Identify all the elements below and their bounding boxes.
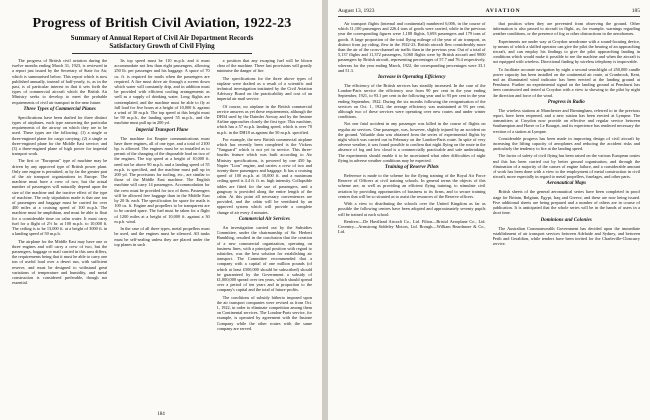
- paragraph: The specifications for the three above types of airplane were drafted as a result of a scientific and technical investigation instituted by the Civil Aviation Advisory Board on the practicability and cost of an imperial air mail service.: [216, 75, 312, 102]
- paragraph: The machine for Empire communications must have three engines, all of one type, and a total of 2100 hp. is allowed. The engines must be so installed as to permit of the changing of the disposable load on two of the engines. The top speed at a height of 10,000 ft. need not be above 90 m.p.h. and a landing speed of 55 m.p.h. is specified, and the machine must pull up in 200 yd. The provisions for tooling, etc., are similar to those of the Middle East machine. The English machine will carry 14 passengers. Accommodation for the crew must be provided for two of them. Passengers will be allowed free baggage than in the Middle East by 20 lb. each. The specification for space for mails is 100 cu. ft. Engine and propellers to be transparent are to be carried spare. The fuel must be taken for a flight of 1200 miles at a height of 10,000 ft. against a 30 m.p.h. wind.: [114, 135, 210, 224]
- paragraph: Air transport flights (internal and continental) numbered 6,006, in the course of which 11,100 passengers and 226.4 tons of goods were carried, while in the previous year the corresponding figures were 1,188 flights, 5,693 passengers and 179 tons of goods. A large proportion of the total flying mileage of the year of air transport, as distinct from joy riding, flew in the 1922-23. British aircraft flew considerably more than the air of the cross-channel air traffic than in the previous year. Out of a total of 5,137 flights and 11,372 passengers, 5,060 flights were by British aircraft and 9000 passengers by British aircraft, representing percentages of 57.7 and 76.4 respectively, whereas for the year ending March, 1922, the corresponding percentages were 33.1 and 51.3.: [338, 21, 486, 73]
- section-heading: Progress in Radio: [547, 99, 585, 105]
- paragraph: The Australian Commonwealth Government has decided upon the immediate establishment of air transport services between Adelaide and Sydney, and between Perth and Geraldton, while tenders have been invited for the Charleville-Cloncurry service.: [492, 225, 640, 247]
- paragraph: The airplane for the Middle East may have one or three engines and will carry a crew of two, but the passengers, baggage or mail carried in this area differs, the requirements being that it must be able to carry one ton of useful load over a desert run, with sufficient reserve, and must be designed to withstand great variations of temperature and humidity, and metal construction is considered preferable, though not essential.: [12, 238, 108, 286]
- right-column-2: [493, 21, 641, 248]
- section-heading: Aeronautical Maps: [546, 181, 587, 187]
- paragraph: To facilitate accurate navigation by night a second searchlight of 250,000 candle power capacity has been installed on the continental air route, at Cranbrook, Kent, and an illuminated wind indicator has been erected at the landing ground at Penshurst. Further an experimental signal on the landing ground at Penshurst has been constructed and tested at Croydon with a view to showing to the pilot by night the direction and force of the wind.: [492, 66, 640, 98]
- paragraph: Of course, no airplane in the British commercial service answers as yet these requirements, although the DH34 used by the Daimler Airway and by the Instone Airline approaches closely the first type. This machine, which has a 57 m.p.h. landing speed, which is over 70 m.p.h. in the DH18 as against the 50 m.p.h. specified.: [216, 103, 312, 135]
- right-page: [328, 0, 650, 420]
- paragraph: a position that any escaping fuel will be blown clear of the machine. There last provisions will greatly minimise the danger of fire.: [216, 58, 312, 74]
- paragraph: In the case of all three types, metal propellers must be used, and the engines must be silenced. All tanks must be self-sealing unless they are placed under the top planes in such: [114, 226, 210, 247]
- left-column-1: [12, 58, 107, 333]
- running-header: [338, 8, 640, 17]
- section-heading: Training of Reserve Pilots: [384, 165, 439, 171]
- paragraph: Experiments are under way at Croydon aerodrome with a sound-locating device, by means of which a skilled operator can give the pilot the bearing of an approaching aircraft, and can employ his findings to give the pilot approaching landing in conditions which would make it possible to see the machine and when the aircraft is not equipped with wireless. Directional finding by wireless telephony is improvable.: [492, 38, 640, 65]
- paragraph: Considerable progress has been made in improving design of civil aircraft by increasing the lifting capacity of aeroplanes and reducing the accident risks and particularly the tendency to fire at the landing speed.: [492, 135, 640, 152]
- article-subtitle-1: Summary of Annual Report of Civil Air Department Records: [70, 34, 254, 42]
- left-column-3: [217, 58, 312, 333]
- header-title: AVIATION: [485, 8, 521, 14]
- section-heading: Increase in Operating Efficiency: [377, 75, 446, 81]
- paragraph: British sheets of the general aeronautical series have been completed in proof stage for Britain, Belgium, Egypt, Iraq and Greece, and these are now being issued. Five additional sheets are being prepared and a number of others are in course of publication. It is anticipated that the whole series will be in the hands of users in a short time.: [492, 189, 640, 216]
- paragraph: The factor of safety of civil flying has been raised on the various European routes and this has been carried out by better ground organisation, and through the elimination of a majority of the causes of engine failure, and a considerable amount of work has been done with a view to the employment of metal construction in civil aircraft, more especially in regard to metal propellers, fuselages, and other parts.: [492, 153, 640, 180]
- paragraph: that position when they are prevented from observing the ground. Other information is also passed to aircraft in flight, as, for example, warnings regarding weather conditions, or the presence of fog or other obstructions in the aerodromes.: [492, 21, 640, 37]
- paragraph: With a view to distributing the schools over the United Kingdom as far as possible the following centres have been adopted and approximately seventy pupils will be trained at each school:: [338, 201, 486, 217]
- section-heading: Commercial Air Services: [238, 216, 290, 222]
- paragraph: An investigation carried out by the Subsidies Committee, under the chairmanship of Sir. Herbert Hambling, resulted in the conclusion that the creation of a new commercial organization, operating on business lines, with a principal position with regard to subsidies, was the best solution for establishing air transport. The Committee recommended that a company with a capital of one million pounds (of which at least £500,000 should be subscribed) should be guaranteed by the Government a subsidy of £1,000,000 spread over ten years, which should spread over a period of ten years and in proportion to the company's capital and the total of future profits.: [216, 224, 312, 293]
- school-list: Renfrew—De Havilland Aircraft Co., Ltd. Filton—Bristol Aeroplane Co., Ltd. Coventry—Armstrong Siddeley Motors, Ltd. Brough—William Beardmore & Co., Ltd.: [338, 218, 486, 235]
- section-heading: Three Types of Commercial Planes: [23, 106, 96, 112]
- article-subtitle-2: Satisfactory Growth of Civil Flying: [109, 42, 215, 50]
- paragraph: Specifications have been drafted for three distinct types of airplanes, each type answering the particular requirements of the airway on which they are to be used. These types are the following: (1) a single or three-engined plane for cargo carrying; (2) a single or three-engined plane for the Middle East service; and (3) a three-engined plane of high power for imperial transport work.: [12, 114, 108, 157]
- paragraph: Its top speed must be 110 m.p.h. and it must accommodate not less than eight passengers, allowing 250 lb. per passenger and his baggage. A space of 70 cu. ft. is required for mails when the passengers are required. A fire must drive air through a screen down which water will constantly drip, and in addition must be provided with efficient cooling arrangements as well as a supply of drinking water. Long flights are contemplated, and the machine must be able to fly at full load for five hours at a height of 10,000 ft. against a wind of 30 m.p.h. The top speed at this height must be 90 m.p.h., the landing speed 55 m.p.h., and the machine must pull up in 200 yd.: [114, 58, 210, 126]
- paragraph: The wireless stations at Manchester and Birmingham, referred to in the previous report, have been reopened, and a new station has been erected at Lympne. The transmitters at Croydon now provide an effective and regular service between Southampton and Havre or Le Bourget, and its experience has rendered necessary the erection of a station at Lympne.: [492, 107, 640, 134]
- page-number: 184: [157, 412, 165, 417]
- paragraph: The conditions of subsidy hitherto imposed upon the air transport companies were revised as from Oct. 1, 1922, in order to eliminate competition among them on Continental services. The London-Paris service, for example, is operated by agreement with the Instone Company while the other routes with the same company are served.: [216, 294, 312, 331]
- right-column-1: [338, 21, 486, 248]
- right-columns: [338, 21, 640, 248]
- paragraph: For example, the new British commercial airplane which has recently been completed is the Vickers "Vanguard" which is not yet in service. This three-fourths feature which was built according to Air Ministry specifications, is powered by one 450 hp. Napier "Lion" engine, and carries a crew of two and twenty-three passengers and baggage. It has a cruising speed of 100 m.p.h. at 10,000 ft. and a maximum ceiling speed is 4.4 ft. ft. m. high intensity. Collapsible tables are fitted for the use of passengers, and a gangway is provided along the entire length of the cabin. At this point all necessary conveniences are provided, and the cabin will be ventilated by an approved system which will provide a complete change of air every 4 minutes.: [216, 136, 312, 215]
- title-divider: [72, 53, 252, 54]
- paragraph: The first or "European" type of machine may be driven by any approved type of British power plant. Only one engine is permitted, as by far the greater part of the air transport organizations in Europe. The machine must have a crew of two, but the actual number of passengers will naturally depend upon the size of the machine and the tractive effect of the type of machine. The only stipulation made is that one ton of passengers and baggage must be carried for over 400 miles at a cruising speed of 100 m.p.h. The machine must be amphibian, and must be able to float for a considerable time on calm water. It must carry fuel for a flight of 2½ hr. at 100 m.p.h. to 10,000 ft. The ceiling is to be 13,000 ft. at a height of 3000 ft. in a landing speed of 50 m.p.h.: [12, 158, 108, 237]
- paragraph: Reference is made to the scheme for the flying training of the Royal Air Force Reserve of Officers at civil training schools. In general terms the objects of this scheme are, as well as providing an efficient flying training, to stimulate civil aviation by providing opportunities of business to its firms, and to secure training centres that will be so situated as to assist the resources of the Reserve officers.: [338, 173, 486, 199]
- left-page: [0, 0, 322, 420]
- paragraph: The efficiency of the British services has steadily increased. In the case of the London-Paris service the efficiency rose from 90 per cent in the year ending September, 1921, to 93.1 per cent in the following year and to 93 per cent in the year ending September, 1922. During the six months following the reorganisation of the services on Oct. 1, 1922, the average efficiency was maintained at 93 per cent, although two of these services were operating over new routes and under winter conditions.: [338, 83, 486, 120]
- left-column-2: [114, 58, 209, 333]
- section-heading: Dominions and Colonies: [540, 217, 592, 223]
- header-page-number: 185: [631, 8, 640, 14]
- paragraph: The progress of British civil aviation during the twelve months ending March 31, 1923, is reviewed in a report just issued by the Secretary of State for Air, which is summarised below. This report which is now published annually, instead of half-yearly, is, as in the past, is of particular interest in that it sets forth the types of commercial aircraft which the British Air Ministry seeks to develop to meet the probable requirements of civil air transport in the near future.: [12, 58, 108, 105]
- left-columns: [12, 58, 312, 333]
- article-title: Progress of British Civil Aviation, 1922-23: [32, 16, 292, 31]
- header-date: August 13, 1923: [338, 8, 375, 14]
- section-heading: Imperial Transport Plane: [135, 127, 189, 133]
- paragraph: Not one fatal accident in any passenger was killed in the course of flights on regular air services. One passenger, was, however, slightly injured by an accident on the ground. Valuable data was obtained from the series of experimental flights by night which was carried out in February on the London-Paris route. In spite of very adverse weather, it was found possible to confirm that night flying on the route in the absence of fog and low cloud is a commercially practicable and safe undertaking. The experiments should enable it to be ascertained what other difficulties of night flying in adverse weather conditions may be expected.: [338, 121, 486, 163]
